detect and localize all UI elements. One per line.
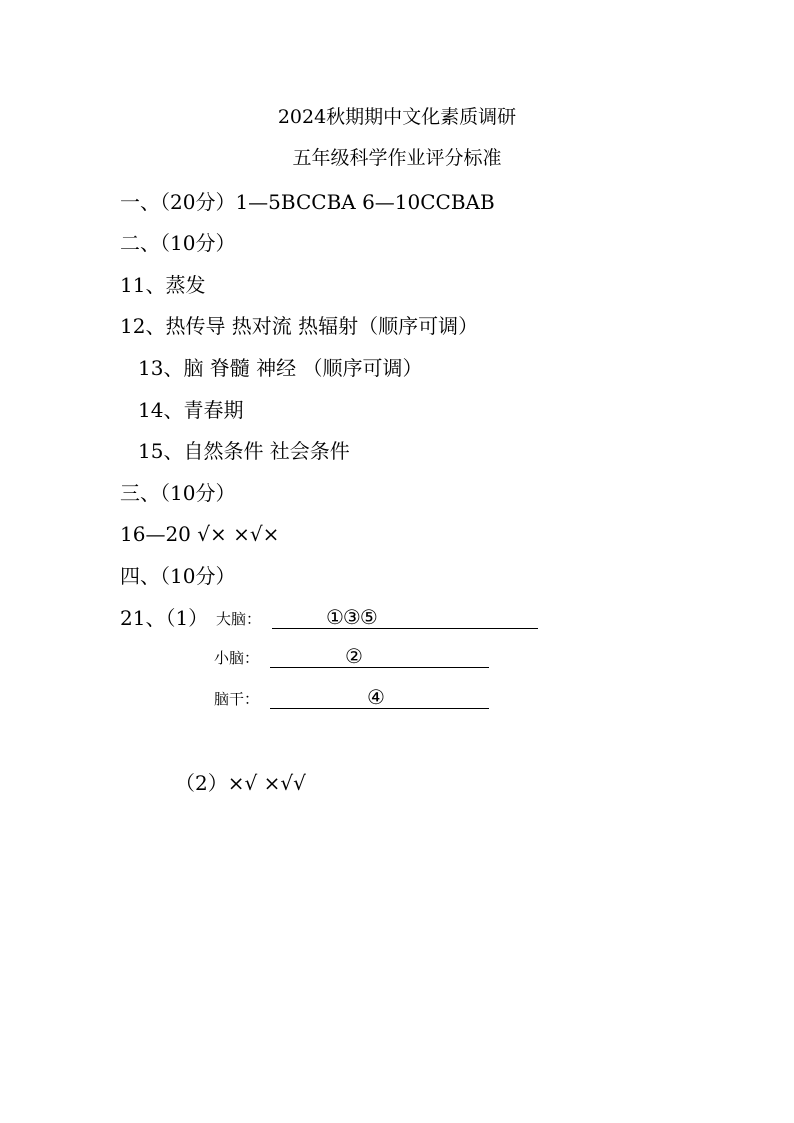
cerebrum-answer-blank xyxy=(272,606,538,629)
question-15-answer: 15、自然条件 社会条件 xyxy=(138,439,350,463)
cerebellum-answer: ② xyxy=(345,644,362,668)
section-1-answers: 一、（20分）1—5BCCBA 6—10CCBAB xyxy=(120,190,495,214)
document-subtitle: 五年级科学作业评分标准 xyxy=(292,147,502,169)
question-14-answer: 14、青春期 xyxy=(138,398,244,422)
section-3-heading: 三、（10分） xyxy=(120,481,236,505)
section-2-heading: 二、（10分） xyxy=(120,231,236,255)
cerebrum-label: 大脑： xyxy=(216,610,262,628)
brainstem-answer: ④ xyxy=(367,685,384,709)
question-21-prefix: 21、（1） xyxy=(120,606,209,630)
brainstem-answer-blank xyxy=(270,686,489,709)
cerebrum-answer: ①③⑤ xyxy=(326,605,377,629)
question-11-answer: 11、蒸发 xyxy=(120,273,206,297)
question-12-answer: 12、热传导 热对流 热辐射（顺序可调） xyxy=(120,314,479,338)
question-13-answer: 13、脑 脊髓 神经 （顺序可调） xyxy=(138,356,423,380)
brainstem-label: 脑干： xyxy=(214,690,260,708)
question-21-part-2-answers: （2）×√ ×√√ xyxy=(175,771,306,795)
cerebellum-label: 小脑： xyxy=(214,649,260,667)
document-title: 2024秋期期中文化素质调研 xyxy=(277,106,517,128)
section-4-heading: 四、（10分） xyxy=(120,564,236,588)
cerebellum-answer-blank xyxy=(270,645,489,668)
questions-16-20-answers: 16—20 √× ×√× xyxy=(120,522,280,546)
